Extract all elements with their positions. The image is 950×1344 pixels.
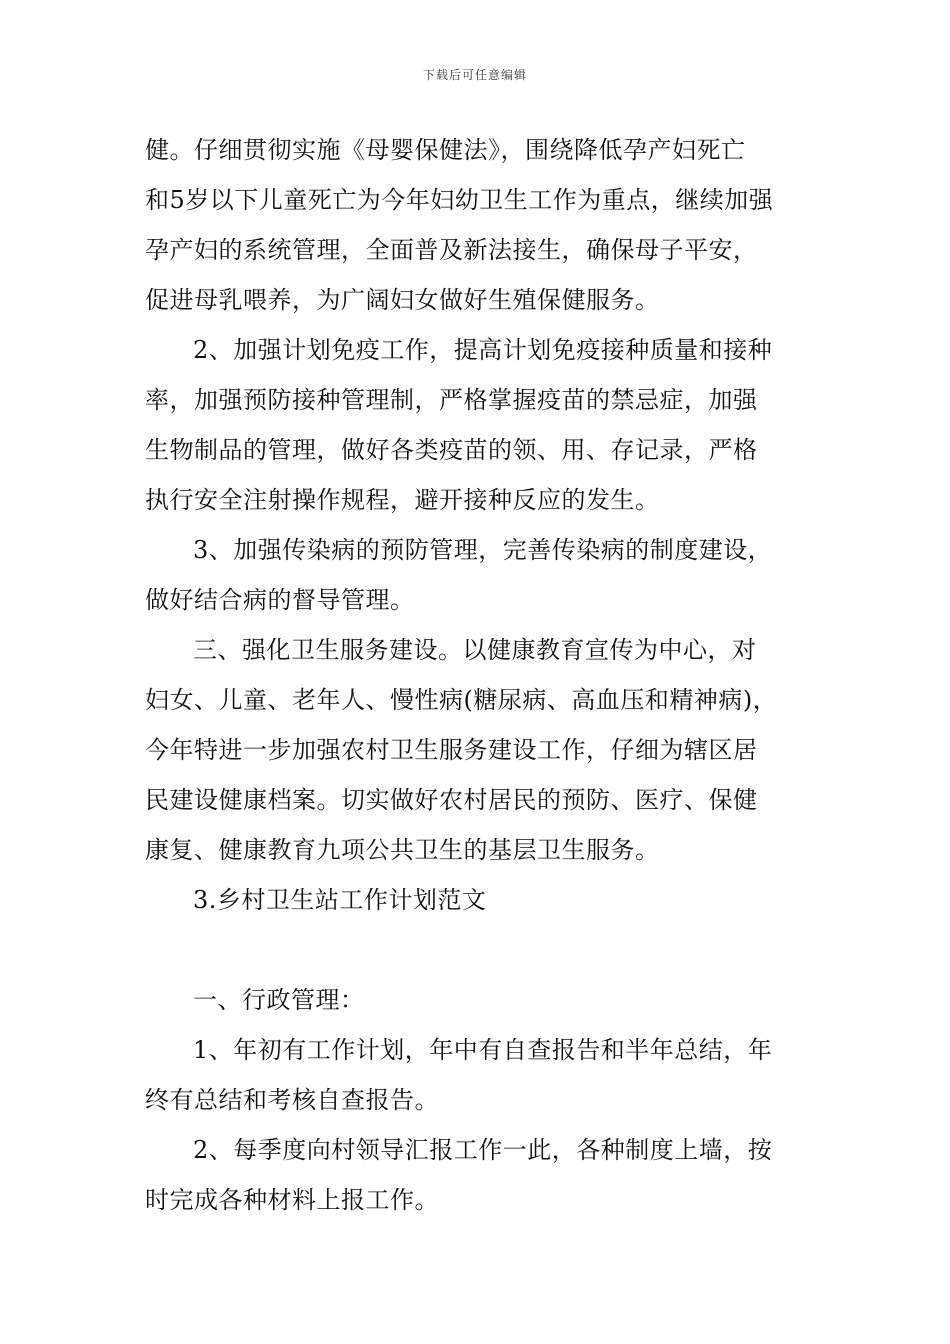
text-line: 和5岁以下儿童死亡为今年妇幼卫生工作为重点，继续加强 — [145, 186, 774, 214]
text-line: 妇女、儿童、老年人、慢性病(糖尿病、高血压和精神病)， — [145, 686, 778, 714]
blank-line — [145, 925, 810, 975]
document-body — [145, 125, 810, 1225]
paragraph-first-line: 3、加强传染病的预防管理，完善传染病的制度建设， — [193, 536, 773, 564]
page-header-note: 下载后可任意编辑 — [422, 68, 527, 82]
text-line: 时完成各种材料上报工作。 — [145, 1186, 439, 1214]
text-line: 今年特进一步加强农村卫生服务建设工作，仔细为辖区居 — [145, 736, 758, 764]
text-line: 做好结合病的督导管理。 — [145, 586, 415, 614]
text-line: 民建设健康档案。切实做好农村居民的预防、医疗、保健 — [145, 786, 758, 814]
section-heading: 一、行政管理： — [193, 986, 365, 1014]
text-line: 终有总结和考核自查报告。 — [145, 1086, 439, 1114]
text-line: 孕产妇的系统管理，全面普及新法接生，确保母子平安， — [145, 236, 758, 264]
section-heading: 3.乡村卫生站工作计划范文 — [193, 886, 487, 914]
paragraph-first-line: 2、每季度向村领导汇报工作一此，各种制度上墙，按 — [193, 1136, 773, 1164]
paragraph-first-line: 1、年初有工作计划，年中有自查报告和半年总结，年 — [193, 1036, 773, 1064]
text-line: 执行安全注射操作规程，避开接种反应的发生。 — [145, 486, 660, 514]
paragraph-first-line: 2、加强计划免疫工作，提高计划免疫接种质量和接种 — [193, 336, 773, 364]
text-line: 促进母乳喂养，为广阔妇女做好生殖保健服务。 — [145, 286, 660, 314]
text-line: 健。仔细贯彻实施《母婴保健法》，围绕降低孕产妇死亡 — [145, 136, 746, 164]
text-line: 康复、健康教育九项公共卫生的基层卫生服务。 — [145, 836, 660, 864]
paragraph-first-line: 三、强化卫生服务建设。以健康教育宣传为中心，对 — [193, 636, 757, 664]
text-line: 率，加强预防接种管理制，严格掌握疫苗的禁忌症，加强 — [145, 386, 758, 414]
text-line: 生物制品的管理，做好各类疫苗的领、用、存记录，严格 — [145, 436, 758, 464]
